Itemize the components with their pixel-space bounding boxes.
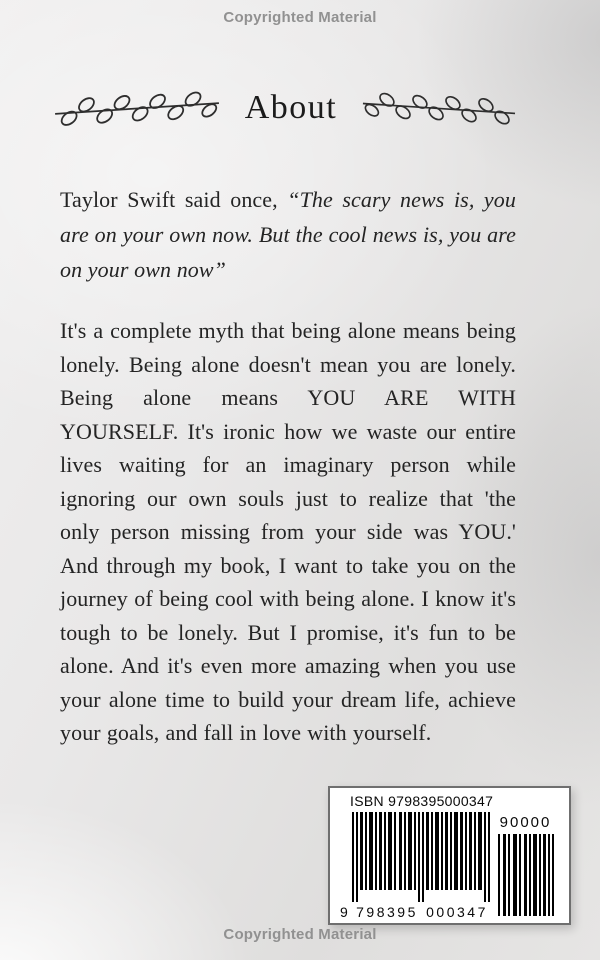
copyright-notice-top: Copyrighted Material — [223, 9, 377, 26]
addon-value: 90000 — [499, 814, 552, 831]
vine-ornament-right-icon — [361, 83, 518, 132]
addon-barcode — [492, 812, 559, 920]
isbn-label: ISBN 9798395000347 — [350, 793, 494, 809]
ean-digits — [340, 904, 492, 920]
about-heading: About — [244, 89, 338, 126]
about-header — [0, 84, 600, 132]
vine-ornament-left-icon — [52, 83, 221, 133]
ean-lead-digit: 9 — [340, 904, 348, 920]
ean-barcode — [340, 812, 492, 920]
description-paragraph: It's a complete myth that being alone means being lonely. Being alone doesn't mean you are lonely. Being alone means YOU ARE WITH YOURSELF. It's ironic how we waste our entire lives waiting for an imaginary person while ignoring our own souls just to realize that 'the only person missing from your side was YOU.' And through my book, I want to take you on the journey of being cool with being alone. I know it's tough to be lonely. But I promise, it's fun to be alone. And it's even more amazing when you use your alone time to build your dream life, achieve your goals, and fall in love with yourself. — [60, 318, 516, 745]
barcode-panel — [328, 786, 571, 925]
addon-barcode-bars-icon — [498, 834, 554, 916]
copyright-notice-bottom: Copyrighted Material — [223, 926, 377, 943]
ean-barcode-bars-icon — [352, 812, 492, 902]
barcode-row — [340, 812, 559, 920]
quote-paragraph — [60, 182, 516, 287]
quote-attribution: Taylor Swift said once, — [60, 187, 288, 212]
quote-text: “The scary news is, you are on your own now. But the cool news is, you are on your own now” — [60, 187, 516, 282]
ean-digit-group-1: 798395 — [356, 904, 418, 920]
ean-digit-group-2: 000347 — [426, 904, 488, 920]
